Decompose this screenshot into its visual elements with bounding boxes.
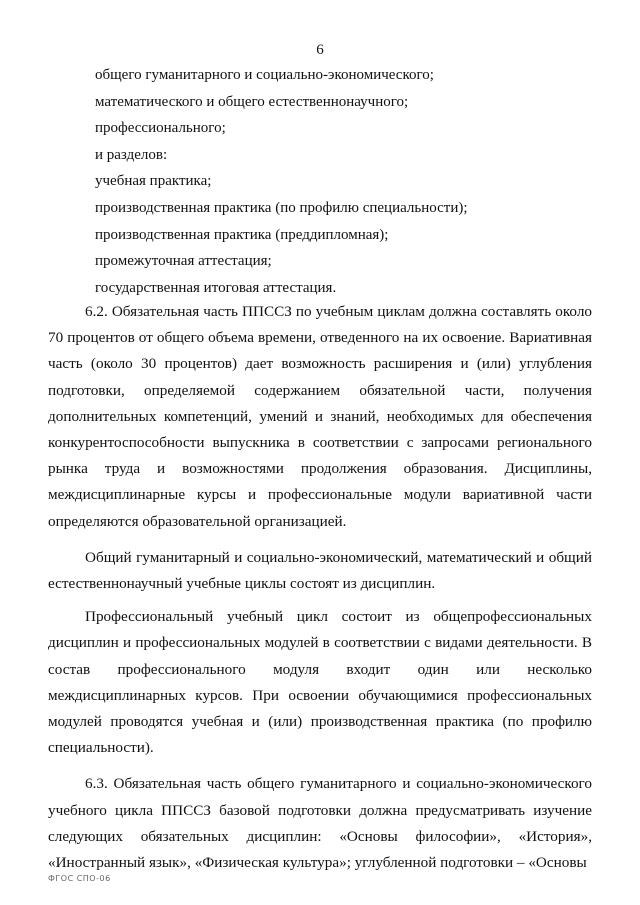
list-item: и разделов:: [95, 146, 168, 163]
list-item: производственная практика (преддипломная);: [95, 226, 389, 243]
list-item: производственная практика (по профилю специальности);: [95, 199, 468, 216]
paragraph-6-2: 6.2. Обязательная часть ППССЗ по учебным циклам должна составлять около 70 процентов от общего объема времени, отведенного на их освоение. Вариативная часть (около 30 процентов) дает возможность расширения и (или) углубления подготовки, определяемой содержанием обязательной части, получения дополнительных компетенций, умений и знаний, необходимых для обеспечения конкурентоспособности выпускника в соответствии с запросами регионального рынка труда и возможностями продолжения образования. Дисциплины, междисциплинарные курсы и профессиональные модули вариативной части определяются образовательной организацией.: [48, 303, 592, 530]
list-item: промежуточная аттестация;: [95, 253, 272, 270]
list-item: общего гуманитарного и социально-экономического;: [95, 67, 434, 83]
list-item: профессионального;: [95, 120, 226, 137]
list-item: математического и общего естественнонаучного;: [95, 93, 409, 110]
body-text: [48, 299, 592, 886]
footer-mark: ФГОС СПО-06: [48, 874, 111, 883]
page-number: 6: [316, 42, 324, 58]
list-item: учебная практика;: [95, 173, 212, 190]
cycle-list: [95, 62, 592, 301]
paragraph-professional-cycle: Профессиональный учебный цикл состоит из общепрофессиональных дисциплин и профессиональных модулей в соответствии с видами деятельности. В состав профессионального модуля входит один или несколько междисциплинарных курсов. При освоении обучающимися профессиональных модулей проводятся учебная и (или) производственная практика (по профилю специальности).: [48, 608, 592, 757]
paragraph-general-cycles: Общий гуманитарный и социально-экономический, математический и общий естественнонаучный учебные циклы состоят из дисциплин.: [48, 548, 592, 593]
list-item: государственная итоговая аттестация.: [95, 279, 337, 296]
paragraph-6-3: 6.3. Обязательная часть общего гуманитарного и социально-экономического учебного цикла ППССЗ базовой подготовки должна предусматривать изучение следующих обязательных дисциплин: «Основы философии», «История», «Иностранный язык», «Физическая культура»; углубленной подготовки – «Основы: [48, 775, 592, 872]
